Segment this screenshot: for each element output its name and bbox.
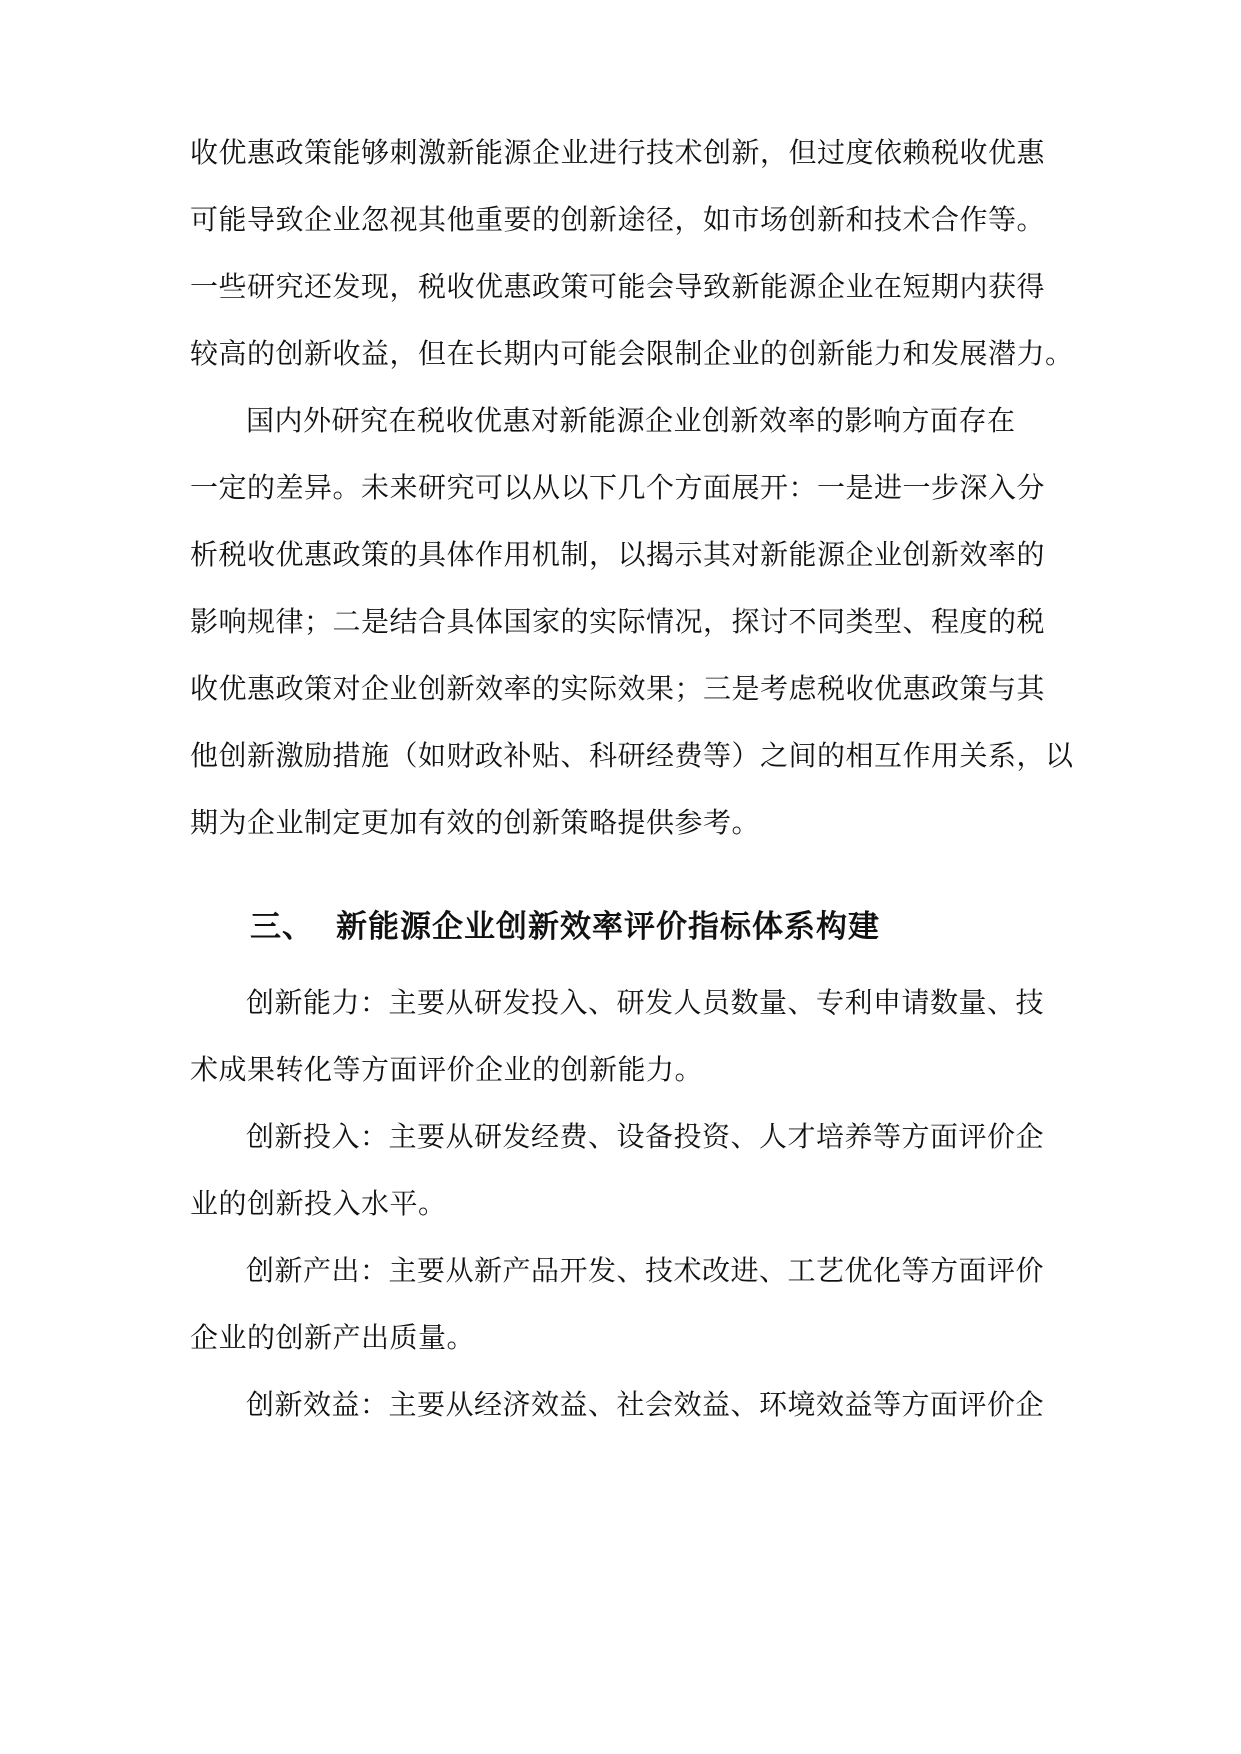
indicator-line: 术成果转化等方面评价企业的创新能力。 — [190, 1053, 704, 1086]
paragraph-line: 较高的创新收益，但在长期内可能会限制企业的创新能力和发展潜力。 — [190, 337, 1074, 370]
section-title: 新能源企业创新效率评价指标体系构建 — [336, 909, 880, 945]
section-heading — [250, 905, 1050, 949]
indicator-line: 创新效益：主要从经济效益、社会效益、环境效益等方面评价企 — [246, 1388, 1045, 1421]
paragraph-line: 他创新激励措施（如财政补贴、科研经费等）之间的相互作用关系，以 — [190, 739, 1074, 772]
paragraph-line: 国内外研究在税收优惠对新能源企业创新效率的影响方面存在 — [246, 404, 1016, 437]
paragraph-line: 收优惠政策对企业创新效率的实际效果；三是考虑税收优惠政策与其 — [190, 672, 1046, 705]
indicator-line: 创新能力：主要从研发投入、研发人员数量、专利申请数量、技 — [246, 986, 1045, 1019]
indicator-line: 创新产出：主要从新产品开发、技术改进、工艺优化等方面评价 — [246, 1254, 1045, 1287]
paragraph-line: 一定的差异。未来研究可以从以下几个方面展开：一是进一步深入分 — [190, 471, 1046, 504]
indicator-line: 创新投入：主要从研发经费、设备投资、人才培养等方面评价企 — [246, 1120, 1045, 1153]
indicator-line: 业的创新投入水平。 — [190, 1187, 447, 1220]
paragraph-line: 一些研究还发现，税收优惠政策可能会导致新能源企业在短期内获得 — [190, 270, 1046, 303]
section-number: 三、 — [250, 909, 314, 945]
paragraph-line: 影响规律；二是结合具体国家的实际情况，探讨不同类型、程度的税 — [190, 605, 1046, 638]
paragraph-line: 析税收优惠政策的具体作用机制，以揭示其对新能源企业创新效率的 — [190, 538, 1046, 571]
paragraph-line: 可能导致企业忽视其他重要的创新途径，如市场创新和技术合作等。 — [190, 203, 1046, 236]
indicator-line: 企业的创新产出质量。 — [190, 1321, 476, 1354]
paragraph-line: 期为企业制定更加有效的创新策略提供参考。 — [190, 806, 761, 839]
paragraph-line: 收优惠政策能够刺激新能源企业进行技术创新，但过度依赖税收优惠 — [190, 136, 1046, 169]
